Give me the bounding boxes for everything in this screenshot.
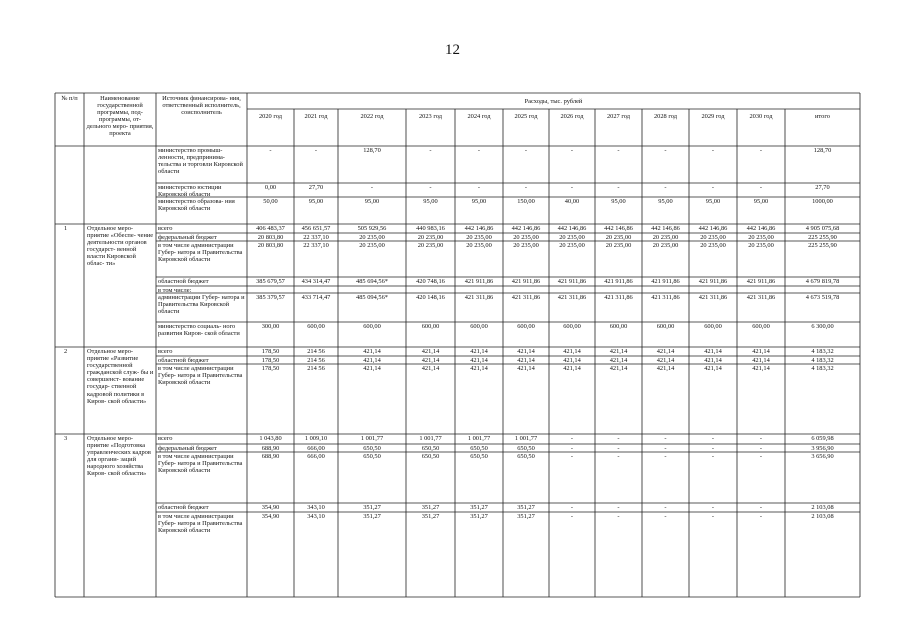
row-value: 442 146,86 [464,225,494,232]
row-value: 600,00 [517,323,535,330]
row-value: 351,27 [470,513,488,520]
row-value: 351,27 [517,513,535,520]
row-value: 421,14 [656,348,675,355]
row-value: 27,70 [815,184,830,191]
row-value: 421,14 [704,365,722,372]
row-value: 40,00 [564,198,580,205]
row-value: 442 146,86 [604,225,633,232]
row-value: 666,00 [307,445,325,452]
row-value: 95,00 [364,198,380,205]
row-value: - [617,513,620,520]
row-value: 421 911,86 [698,278,728,285]
row-value: 351,27 [363,513,381,520]
row-value: 4 183,32 [811,365,834,372]
row-value: 421,14 [704,357,722,364]
row-value: 421,14 [421,348,440,355]
row-value: 421,14 [517,365,535,372]
row-value: 178,50 [261,357,280,364]
row-value: 3 956,90 [811,445,834,452]
row-value: 420 748,16 [416,278,445,285]
row-value: 351,27 [363,504,381,511]
row-value: 421,14 [517,357,535,364]
row-value: 4 679 819,78 [805,278,840,285]
row-value: 343,10 [307,504,325,511]
row-value: 20 235,00 [359,234,385,241]
row-value: - [711,184,715,191]
row-source: федеральный бюджет [158,445,217,452]
row-value: 128,70 [813,147,832,154]
row-source: всего [158,435,173,442]
row-source: в том числе: [158,287,192,294]
row-source: министерство промыш- ленности, предпринима- тельства и торговли Кировской области [158,147,243,176]
row-value: 421 311,86 [651,294,680,301]
row-value: 22 337,10 [303,242,329,249]
row-value: 20 235,00 [466,242,492,249]
header-year: 2022 год [360,113,384,120]
row-value: - [711,453,715,460]
row-value: 421,14 [656,365,675,372]
row-value: 225 255,90 [808,234,837,241]
row-value: 6 059,98 [811,435,834,442]
header-year: 2023 год [418,113,443,120]
row-value: - [314,147,318,154]
row-value: 20 235,00 [700,242,726,249]
row-value: 650,50 [517,445,535,452]
row-value: 4 183,32 [811,348,834,355]
header-year: итого [815,113,830,120]
row-value: - [664,147,667,154]
row-value: - [524,147,528,154]
row-value: - [711,513,715,520]
row-value: 650,50 [470,453,488,460]
row-value: 421,14 [363,365,381,372]
row-value: 178,50 [261,348,280,355]
row-value: 4 673 519,78 [805,294,840,301]
row-value: - [570,445,574,452]
row-value: 6 300,00 [811,323,834,330]
row-value: 20 235,00 [748,242,774,249]
row-value: - [617,147,620,154]
row-value: - [429,184,432,191]
row-value: 421 311,86 [557,294,587,301]
row-value: 421 311,86 [464,294,494,301]
row-value: 4 905 075,68 [805,225,840,232]
row-value: 225 255,90 [808,242,837,249]
row-value: - [711,504,715,511]
page-number: 12 [445,42,460,58]
row-value: 214 56 [307,357,325,364]
row-value: 20 235,00 [559,242,585,249]
row-value: - [617,453,620,460]
row-value: 650,50 [470,445,488,452]
row-value: 1 001,77 [419,435,442,442]
row-value: 343,10 [307,513,325,520]
row-value: 421,14 [563,348,581,355]
row-value: 421,14 [609,365,628,372]
row-value: 433 714,47 [301,294,331,301]
row-value: 442 146,86 [557,225,587,232]
row-number: 3 [64,435,68,442]
row-source: министерство социаль- ного развития Киров- ской области [158,323,240,338]
row-source: всего [158,225,173,232]
row-value: 2 103,08 [811,513,834,520]
row-value: - [524,184,528,191]
row-value: 421,14 [363,357,381,364]
row-source: областной бюджет [158,357,209,364]
row-value: 1000,00 [812,198,833,205]
row-value: 300,00 [261,323,280,330]
row-value: 485 094,56* [356,294,388,301]
row-value: - [759,445,763,452]
row-value: 3 656,90 [811,453,834,460]
header-year: 2030 год [749,113,773,120]
row-value: 1 009,10 [304,435,328,442]
row-value: 421,14 [421,357,440,364]
row-value: 20 235,00 [605,242,632,249]
row-value: 688,90 [261,445,280,452]
row-name: Отдельное меро- приятие «Развитие государственной гражданской служ- бы и совершенст- вование государ- ственной кадровой политики в Киров- ской области» [87,348,154,405]
row-source: всего [158,348,173,355]
row-value: 421,14 [470,348,488,355]
row-value: 421,14 [363,348,381,355]
row-value: - [370,184,374,191]
row-value: 150,00 [517,198,535,205]
row-value: 351,27 [421,504,440,511]
row-value: 421 311,86 [511,294,541,301]
header-year: 2020 год [258,113,283,120]
row-value: 442 146,86 [511,225,541,232]
row-value: 385 679,57 [256,278,285,285]
row-value: 20 235,00 [513,234,539,241]
row-value: 20 803,80 [257,242,284,249]
row-value: 442 146,86 [651,225,680,232]
row-value: - [617,435,620,442]
row-value: 20 235,00 [605,234,632,241]
row-value: 600,00 [363,323,381,330]
header-year: 2025 год [514,113,538,120]
row-value: 95,00 [705,198,721,205]
row-value: 421,14 [563,357,581,364]
row-value: 600,00 [656,323,675,330]
row-value: - [664,435,667,442]
row-number: 2 [64,348,68,355]
row-value: 354,90 [261,504,280,511]
row-value: 421,14 [752,348,770,355]
row-value: 421,14 [470,357,488,364]
header-num: № п/п [61,95,78,102]
row-value: 20 235,00 [700,234,726,241]
row-value: - [759,147,763,154]
row-number: 1 [64,225,68,232]
row-value: 421,14 [421,365,440,372]
row-value: 95,00 [611,198,626,205]
row-value: 650,50 [517,453,535,460]
row-value: 420 148,16 [416,294,445,301]
row-value: 650,50 [421,445,440,452]
row-value: 214 56 [307,365,325,372]
row-value: - [711,147,715,154]
row-source: в том числе администрации Губер- натора и Правительства Кировской области [158,365,243,387]
row-value: 20 235,00 [417,242,444,249]
row-value: 666,00 [307,453,325,460]
row-value: 351,27 [421,513,440,520]
row-value: 214 56 [307,348,325,355]
row-value: 442 146,86 [698,225,728,232]
row-source: областной бюджет [158,504,209,511]
header-year: 2029 год [701,113,725,120]
row-value: - [759,184,763,191]
row-name: Отдельное меро- приятие «Подготовка управленческих кадров для органи- заций народного хозяйства Киров- ской области» [87,435,151,478]
row-value: 20 235,00 [652,242,679,249]
row-value: 421,14 [563,365,581,372]
row-value: 20 235,00 [466,234,492,241]
row-value: 434 314,47 [301,278,331,285]
row-value: - [759,435,763,442]
row-value: 650,50 [363,453,381,460]
row-value: 421 911,86 [746,278,776,285]
row-value: - [570,147,574,154]
row-value: 688,90 [261,453,280,460]
row-value: 421 311,86 [746,294,776,301]
row-value: 650,50 [421,453,440,460]
row-value: - [617,504,620,511]
row-value: - [759,504,763,511]
row-source: областной бюджет [158,278,209,285]
row-source: в том числе администрации Губер- натора и Правительства Кировской области [158,513,243,535]
row-value: 95,00 [471,198,487,205]
row-value: 0,00 [264,184,277,191]
row-value: 421 911,86 [651,278,680,285]
row-source: министерство юстиции Кировской области [158,184,222,199]
row-value: 20 235,00 [559,234,585,241]
row-value: 600,00 [563,323,581,330]
row-value: 20 235,00 [513,242,539,249]
row-value: - [759,453,763,460]
row-value: - [711,445,715,452]
row-value: - [570,453,574,460]
row-value: 421 911,86 [511,278,541,285]
row-value: 1 001,77 [514,435,538,442]
row-source: федеральный бюджет [158,234,217,241]
row-value: 600,00 [752,323,770,330]
row-value: - [664,453,667,460]
row-value: 1 001,77 [360,435,384,442]
row-value: - [429,147,432,154]
row-value: - [664,504,667,511]
row-value: 20 235,00 [359,242,385,249]
header-source: Источник финансирова- ния, ответственный исполнитель, соисполнитель [162,95,241,117]
row-value: 178,50 [261,365,280,372]
row-value: - [477,147,481,154]
row-value: 95,00 [658,198,673,205]
row-value: 351,27 [517,504,535,511]
row-value: 22 337,10 [303,234,329,241]
row-value: 2 103,08 [811,504,834,511]
row-value: 20 235,00 [417,234,444,241]
header-year: 2021 год [304,113,328,120]
row-value: - [269,147,272,154]
row-value: 20 803,80 [257,234,284,241]
row-value: 4 183,32 [811,357,834,364]
row-value: 485 694,56* [356,278,388,285]
row-source: министерство образова- ния Кировской области [158,198,235,213]
header-name: Наименование государственной программы, под- программы, от- дельного меро- приятия, проекта [86,95,154,138]
row-value: 421,14 [752,357,770,364]
row-value: 600,00 [470,323,488,330]
row-value: - [570,184,574,191]
row-value: 421,14 [609,357,628,364]
row-source: в том числе администрации Губер- натора и Правительства Кировской области [158,242,243,264]
row-value: 421,14 [470,365,488,372]
row-value: 128,70 [363,147,381,154]
row-value: 421 911,86 [604,278,633,285]
row-value: - [617,184,620,191]
row-value: 600,00 [307,323,325,330]
row-value: 20 235,00 [652,234,679,241]
row-name: Отдельное меро- приятие «Обеспе- чение деятельности органов государст- венной власти Кировской облас- ти» [87,225,154,268]
row-value: 421,14 [517,348,535,355]
row-value: 406 483,37 [256,225,285,232]
row-value: 95,00 [308,198,324,205]
row-value: - [711,435,715,442]
row-value: 421 311,86 [698,294,728,301]
row-value: - [617,445,620,452]
row-value: 1 043,80 [259,435,282,442]
row-value: 351,27 [470,504,488,511]
row-value: 421,14 [609,348,628,355]
row-value: - [570,435,574,442]
row-value: 50,00 [263,198,278,205]
row-value: - [570,513,574,520]
header-year: 2026 год [560,113,584,120]
row-value: 440 983,16 [416,225,445,232]
row-source: в том числе администрации Губер- натора и Правительства Кировской области [158,453,243,475]
row-value: 505 929,56 [357,225,387,232]
row-value: 421 911,86 [557,278,587,285]
row-value: 385 379,57 [256,294,285,301]
row-value: 421 311,86 [604,294,633,301]
row-value: - [759,513,763,520]
row-value: 354,90 [261,513,280,520]
header-expenses: Расходы, тыс. рублей [524,98,583,105]
row-value: 442 146,86 [746,225,776,232]
row-value: 27,70 [308,184,324,191]
row-value: 650,50 [363,445,381,452]
header-year: 2028 год [653,113,678,120]
row-value: - [477,184,481,191]
row-value: - [664,445,667,452]
row-value: 600,00 [609,323,628,330]
header-year: 2027 год [606,113,631,120]
header-year: 2024 год [467,113,491,120]
row-value: 421,14 [656,357,675,364]
row-value: 600,00 [421,323,440,330]
row-value: 20 235,00 [748,234,774,241]
row-value: 421,14 [704,348,722,355]
row-source: администрации Губер- натора и Правительства Кировской области [158,294,245,316]
row-value: - [664,513,667,520]
row-value: 421 911,86 [464,278,494,285]
row-value: 421,14 [752,365,770,372]
row-value: 1 001,77 [467,435,491,442]
row-value: 600,00 [704,323,722,330]
row-value: - [570,504,574,511]
row-value: 95,00 [423,198,438,205]
row-value: 456 651,57 [301,225,331,232]
row-value: 95,00 [753,198,769,205]
row-value: - [664,184,667,191]
